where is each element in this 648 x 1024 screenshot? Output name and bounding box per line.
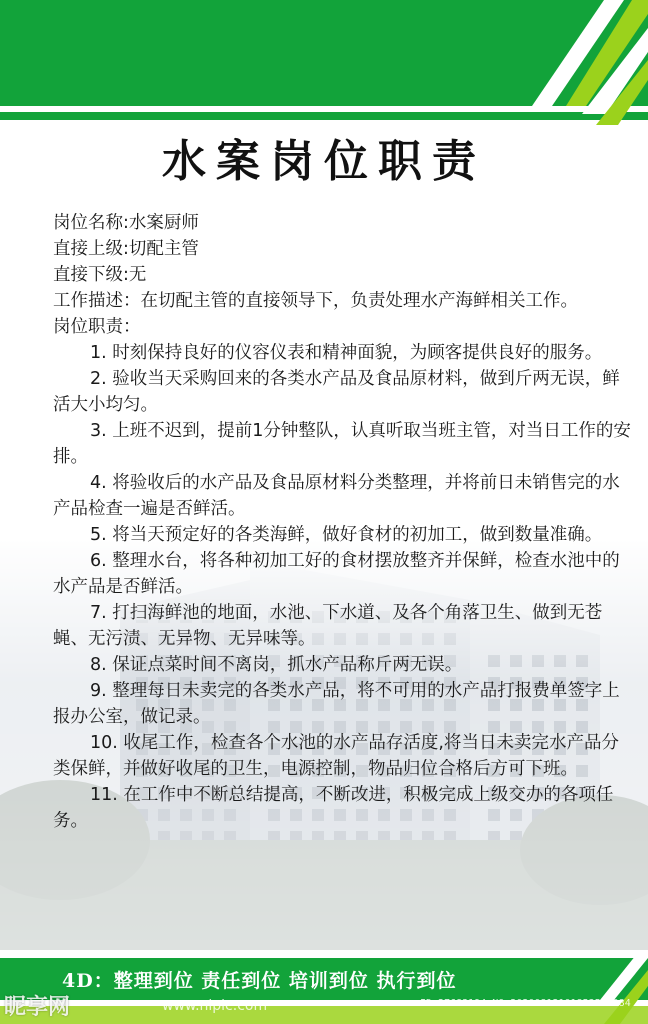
duty-item-5: 5. 将当天预定好的各类海鲜，做好食材的初加工，做到数量准确。: [90, 525, 603, 545]
duty-item-1: 1. 时刻保持良好的仪容仪表和精神面貌，为顾客提供良好的服务。: [90, 343, 603, 363]
duty-item-6: 6. 整理水台，将各种初加工好的食材摆放整齐并保鲜，检查水池中的水产品是否鲜活。: [53, 551, 620, 597]
job-description: 工作描述：在切配主管的直接领导下，负责处理水产海鲜相关工作。: [53, 291, 578, 311]
duty-item-8: 8. 保证点菜时间不离岗，抓水产品称斤两无误。: [90, 655, 463, 675]
duty-item-2: 2. 验收当天采购回来的各类水产品及食品原材料，做到斤两无误，鲜活大小均匀。: [53, 369, 620, 415]
watermark-logo: 昵享网: [4, 995, 71, 1020]
job-duties-content: [53, 210, 633, 834]
direct-superior: 直接上级:切配主管: [53, 239, 199, 259]
duty-item-10: 10. 收尾工作，检查各个水池的水产品存活度,将当日未卖完水产品分类保鲜，并做好收尾的卫生，电源控制，物品归位合格后方可下班。: [53, 733, 619, 779]
watermark-site: www.nipic.com: [162, 998, 268, 1014]
watermark-id: ID:27683194 NO:20200812101853569084: [420, 998, 631, 1009]
duty-item-7: 7. 打扫海鲜池的地面，水池、下水道、及各个角落卫生、做到无苍蝇、无污渍、无异物、无异味等。: [53, 603, 603, 649]
direct-subordinate: 直接下级:无: [53, 265, 147, 285]
header-stripes: [0, 0, 648, 125]
duty-item-4: 4. 将验收后的水产品及食品原材料分类整理，并将前日未销售完的水产品检查一遍是否鲜活。: [53, 473, 620, 519]
footer-slogan: 4D：整理到位 责任到位 培训到位 执行到位: [62, 970, 457, 992]
duty-item-3: 3. 上班不迟到，提前1分钟整队，认真听取当班主管，对当日工作的安排。: [53, 421, 631, 467]
duty-item-11: 11. 在工作中不断总结提高，不断改进，积极完成上级交办的各项任务。: [53, 785, 614, 831]
page-title: 水案岗位职责: [162, 136, 486, 187]
duty-item-9: 9. 整理每日未卖完的各类水产品，将不可用的水产品打报费单签字上报办公室，做记录。: [53, 681, 620, 727]
duties-heading: 岗位职责：: [53, 317, 141, 337]
position-name: 岗位名称:水案厨师: [53, 213, 199, 233]
